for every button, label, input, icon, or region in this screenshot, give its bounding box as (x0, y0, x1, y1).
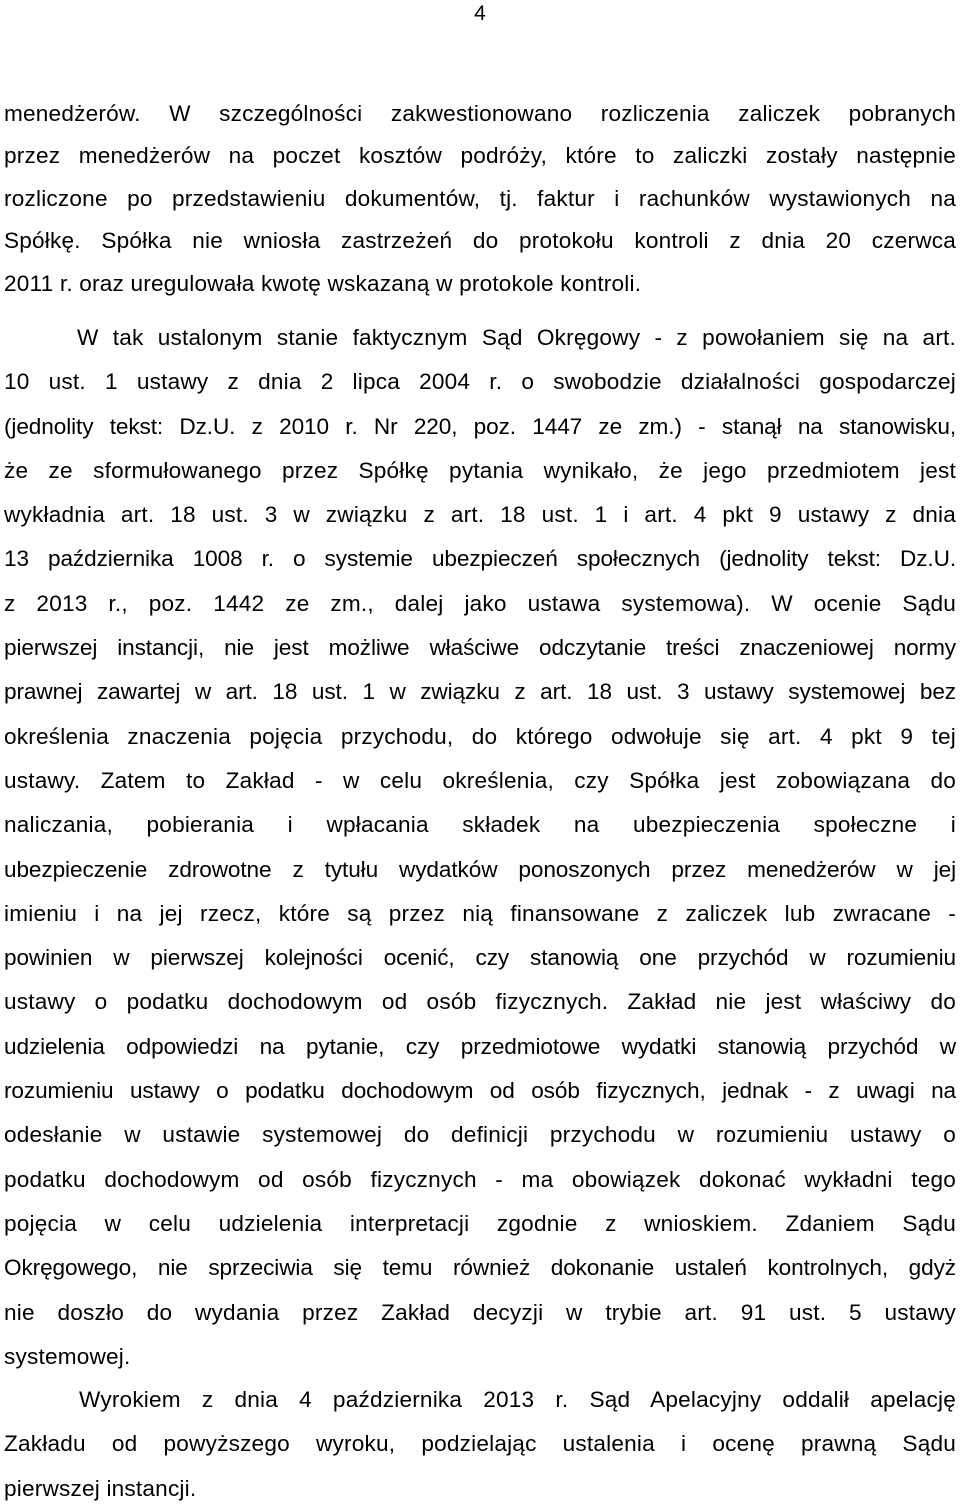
text-line: powinien w pierwszej kolejności ocenić, czy stanowią one przychód w rozumieniu (4, 945, 956, 971)
paragraph-3 (4, 1378, 956, 1511)
text-line: z 2013 r., poz. 1442 ze zm., dalej jako ustawa systemowa). W ocenie Sądu (4, 590, 956, 616)
text-line: imieniu i na jej rzecz, które są przez nią finansowane z zaliczek lub zwracane - (4, 900, 956, 926)
page-number: 4 (474, 2, 486, 25)
text-line: nie doszło do wydania przez Zakład decyzji w trybie art. 91 ust. 5 ustawy (4, 1299, 956, 1325)
text-line: W tak ustalonym stanie faktycznym Sąd Okręgowy - z powołaniem się na art. (77, 325, 956, 350)
text-line: ubezpieczenie zdrowotne z tytułu wydatków ponoszonych przez menedżerów w jej (4, 856, 956, 882)
text-line: systemowej. (4, 1343, 131, 1369)
text-line: rozumieniu ustawy o podatku dochodowym od osób fizycznych, jednak - z uwagi na (4, 1078, 956, 1104)
text-line: Spółkę. Spółka nie wniosła zastrzeżeń do protokołu kontroli z dnia 20 czerwca (4, 228, 956, 254)
text-line: 10 ust. 1 ustawy z dnia 2 lipca 2004 r. o swobodzie działalności gospodarczej (4, 369, 956, 395)
text-line: (jednolity tekst: Dz.U. z 2010 r. Nr 220, poz. 1447 ze zm.) - stanął na stanowisku, (4, 413, 956, 439)
paragraph-2 (4, 316, 956, 1379)
text-line: Okręgowego, nie sprzeciwia się temu również dokonanie ustaleń kontrolnych, gdyż (4, 1255, 956, 1281)
text-line: ustawy. Zatem to Zakład - w celu określenia, czy Spółka jest zobowiązana do (4, 767, 956, 793)
text-line: określenia znaczenia pojęcia przychodu, do którego odwołuje się art. 4 pkt 9 tej (4, 723, 956, 749)
text-line: że ze sformułowanego przez Spółkę pytania wynikało, że jego przedmiotem jest (4, 457, 956, 483)
text-line: prawnej zawartej w art. 18 ust. 1 w związku z art. 18 ust. 3 ustawy systemowej bez (4, 679, 956, 705)
text-line: pierwszej instancji. (4, 1475, 197, 1501)
text-line: pojęcia w celu udzielenia interpretacji zgodnie z wnioskiem. Zdaniem Sądu (4, 1210, 956, 1236)
text-line: wykładnia art. 18 ust. 3 w związku z art. 18 ust. 1 i art. 4 pkt 9 ustawy z dnia (4, 502, 956, 528)
text-line: podatku dochodowym od osób fizycznych - ma obowiązek dokonać wykładni tego (4, 1166, 956, 1192)
text-line: rozliczone po przedstawieniu dokumentów, tj. faktur i rachunków wystawionych na (4, 185, 956, 211)
text-line: udzielenia odpowiedzi na pytanie, czy przedmiotowe wydatki stanowią przychód w (4, 1033, 956, 1059)
text-line: menedżerów. W szczególności zakwestionowano rozliczenia zaliczek pobranych (4, 101, 956, 126)
text-line: pierwszej instancji, nie jest możliwe właściwe odczytanie treści znaczeniowej normy (4, 635, 956, 661)
paragraph-1 (4, 93, 956, 305)
text-line: 13 października 1008 r. o systemie ubezpieczeń społecznych (jednolity tekst: Dz.U. (4, 546, 956, 572)
text-line: odesłanie w ustawie systemowej do definicji przychodu w rozumieniu ustawy o (4, 1122, 956, 1148)
text-line: 2011 r. oraz uregulowała kwotę wskazaną w protokole kontroli. (4, 270, 642, 296)
text-line: ustawy o podatku dochodowym od osób fizycznych. Zakład nie jest właściwy do (4, 989, 956, 1015)
text-line: przez menedżerów na poczet kosztów podróży, które to zaliczki zostały następnie (4, 143, 956, 169)
text-line: naliczania, pobierania i wpłacania składek na ubezpieczenia społeczne i (4, 812, 956, 838)
text-line: Wyrokiem z dnia 4 października 2013 r. Sąd Apelacyjny oddalił apelację (79, 1387, 956, 1412)
text-line: Zakładu od powyższego wyroku, podzielając ustalenia i ocenę prawną Sądu (4, 1431, 956, 1457)
